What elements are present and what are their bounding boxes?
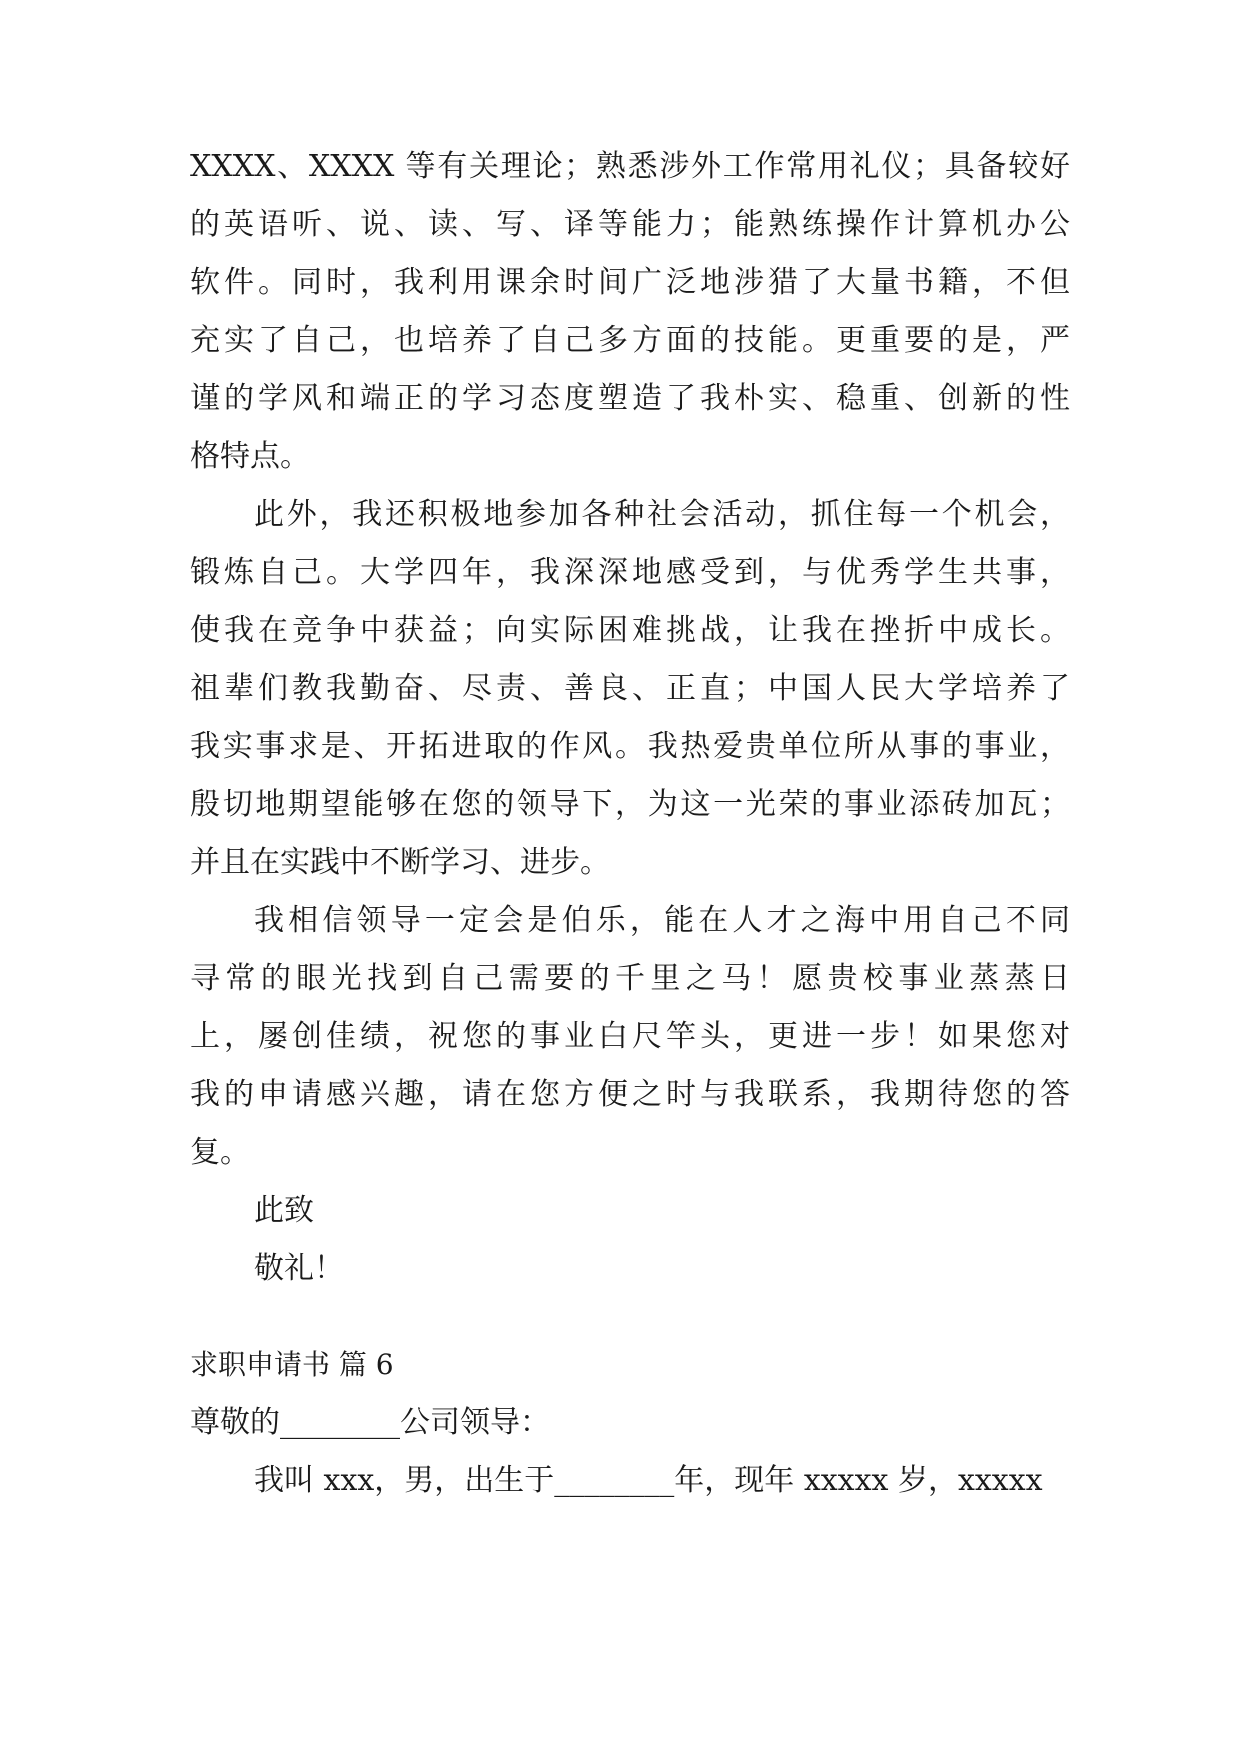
paragraph-line: 并且在实践中不断学习、进步。 [190,845,610,880]
section-title: 求职申请书 篇 6 [190,1348,394,1381]
paragraph-line: 我叫 xxx，男，出生于________年，现年 xxxxx 岁，xxxxx [254,1463,1043,1498]
paragraph-line: 我相信领导一定会是伯乐，能在人才之海中用自己不同 [254,903,1070,938]
paragraph-line: 祖辈们教我勤奋、尽责、善良、正直；中国人民大学培养了 [190,671,1070,706]
paragraph-line: 软件。同时，我利用课余时间广泛地涉猎了大量书籍，不但 [190,265,1070,300]
paragraph-line: 谨的学风和端正的学习态度塑造了我朴实、稳重、创新的性 [190,381,1070,416]
paragraph-line: XXXX、XXXX 等有关理论；熟悉涉外工作常用礼仪；具备较好 [190,149,1070,184]
salutation-line: 尊敬的________公司领导： [190,1405,550,1440]
paragraph-line: 锻炼自己。大学四年，我深深地感受到，与优秀学生共事， [190,555,1070,590]
closing-line: 敬礼！ [254,1251,344,1286]
paragraph-line: 使我在竞争中获益；向实际困难挑战，让我在挫折中成长。 [190,613,1070,648]
paragraph-line: 上，屡创佳绩，祝您的事业白尺竿头，更进一步！如果您对 [190,1019,1070,1054]
paragraph-line: 我的申请感兴趣，请在您方便之时与我联系，我期待您的答 [190,1077,1070,1112]
paragraph-line: 此外，我还积极地参加各种社会活动，抓住每一个机会， [254,497,1070,532]
paragraph-line: 格特点。 [190,439,310,474]
paragraph-line: 的英语听、说、读、写、译等能力；能熟练操作计算机办公 [190,207,1070,242]
paragraph-line: 充实了自己，也培养了自己多方面的技能。更重要的是，严 [190,323,1070,358]
paragraph-line: 复。 [190,1135,250,1170]
closing-line: 此致 [254,1193,314,1228]
paragraph-line: 殷切地期望能够在您的领导下，为这一光荣的事业添砖加瓦； [190,787,1070,822]
paragraph-line: 我实事求是、开拓进取的作风。我热爱贵单位所从事的事业， [190,729,1070,764]
paragraph-line: 寻常的眼光找到自己需要的千里之马！愿贵校事业蒸蒸日 [190,961,1070,996]
